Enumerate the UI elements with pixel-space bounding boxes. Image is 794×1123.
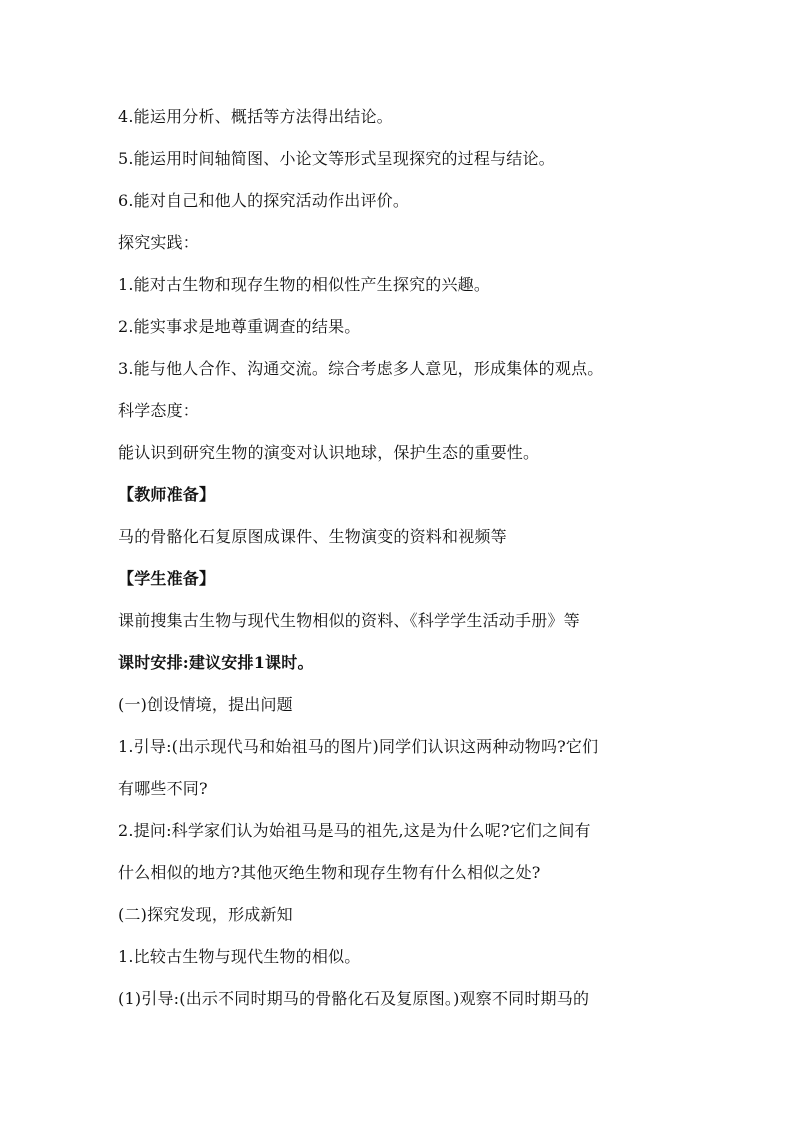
- text-line: 能认识到研究生物的演变对认识地球，保护生态的重要性。: [118, 443, 540, 462]
- text-line: 课前搜集古生物与现代生物相似的资料、《科学学生活动手册》等: [118, 611, 580, 630]
- text-line: 1.比较古生物与现代生物的相似。: [118, 947, 361, 966]
- text-line: 1.能对古生物和现存生物的相似性产生探究的兴趣。: [118, 275, 491, 294]
- text-line: 1.引导:(出示现代马和始祖马的图片)同学们认识这两种动物吗?它们: [118, 737, 599, 756]
- section-heading: 【教师准备】: [118, 485, 216, 504]
- text-line: 探究实践：: [118, 233, 200, 252]
- text-line: (二)探究发现，形成新知: [118, 905, 293, 924]
- section-heading: 课时安排:建议安排1课时。: [118, 653, 314, 672]
- text-line: (1)引导:(出示不同时期马的骨骼化石及复原图。)观察不同时期马的: [118, 989, 590, 1008]
- text-line: 什么相似的地方?其他灭绝生物和现存生物有什么相似之处?: [118, 863, 541, 882]
- text-line: 2.能实事求是地尊重调查的结果。: [118, 317, 361, 336]
- text-line: 3.能与他人合作、沟通交流。综合考虑多人意见，形成集体的观点。: [118, 359, 604, 378]
- text-line: 科学态度：: [118, 401, 200, 420]
- text-line: 5.能运用时间轴简图、小论文等形式呈现探究的过程与结论。: [118, 149, 555, 168]
- text-line: 6.能对自己和他人的探究活动作出评价。: [118, 191, 410, 210]
- text-line: (一)创设情境，提出问题: [118, 695, 293, 714]
- text-line: 有哪些不同?: [118, 779, 208, 798]
- section-heading: 【学生准备】: [118, 569, 216, 588]
- text-line: 马的骨骼化石复原图成课件、生物演变的资料和视频等: [118, 527, 507, 546]
- text-line: 4.能运用分析、概括等方法得出结论。: [118, 107, 393, 126]
- text-line: 2.提问:科学家们认为始祖马是马的祖先,这是为什么呢?它们之间有: [118, 821, 591, 840]
